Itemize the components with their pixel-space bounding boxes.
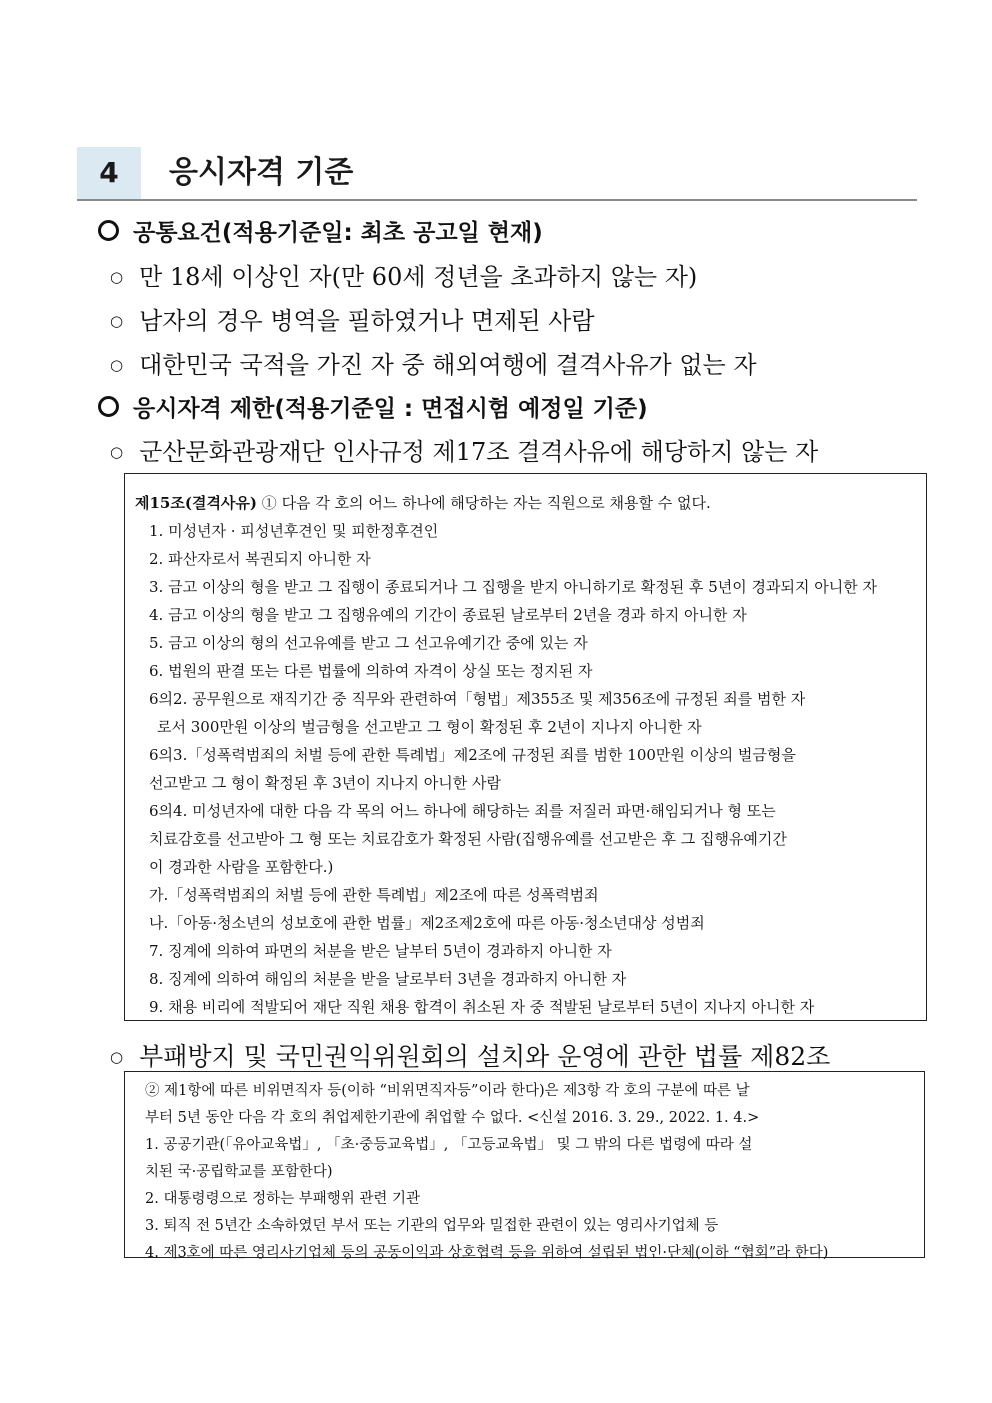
article-line: 1. 공공기관(「유아교육법」, 「초·중등교육법」, 「고등교육법」 및 그 밖의 다른 법령에 따라 설: [145, 1137, 753, 1153]
article-line: 선고받고 그 형이 확정된 후 3년이 지나지 아니한 사람: [149, 774, 501, 792]
article-line: 나.「아동·청소년의 성보호에 관한 법률」제2조제2호에 따른 아동·청소년대상 성범죄: [149, 914, 705, 932]
article-line: 부터 5년 동안 다음 각 호의 취업제한기관에 취업할 수 없다. <신설 2016. 3. 29., 2022. 1. 4.>: [145, 1110, 760, 1126]
article-line: 1. 미성년자 · 피성년후견인 및 피한정후견인: [149, 522, 439, 540]
circle-bullet-icon: [98, 220, 119, 241]
common-item-3: [110, 345, 757, 380]
article-line: 치료감호를 선고받아 그 형 또는 치료감호가 확정된 사람(집행유예를 선고받은 후 그 집행유예기간: [149, 830, 787, 848]
circle-bullet-icon: [98, 396, 119, 417]
article-line: [135, 489, 916, 517]
article-line: 이 경과한 사람을 포함한다.): [149, 858, 334, 876]
restriction-item: [110, 432, 818, 467]
restriction-heading: [98, 390, 648, 423]
small-circle-bullet-icon: ○: [110, 1048, 124, 1066]
small-circle-bullet-icon: ○: [110, 356, 124, 374]
article-line: 4. 제3호에 따른 영리사기업체 등의 공동이익과 상호협력 등을 위하여 설립된 법인·단체(이하 “협회”라 한다): [145, 1245, 829, 1261]
article-line: 7. 징계에 의하여 파면의 처분을 받은 날부터 5년이 경과하지 아니한 자: [149, 942, 612, 960]
article-line: 3. 퇴직 전 5년간 소속하였던 부서 또는 기관의 업무와 밀접한 관련이 있는 영리사기업체 등: [145, 1218, 719, 1234]
article-line: 2. 대통령령으로 정하는 부패행위 관련 기관: [145, 1191, 420, 1207]
common-heading-text: 공통요건(적용기준일: 최초 공고일 현재): [133, 220, 543, 246]
common-item-text: 남자의 경우 병역을 필하였거나 면제된 사람: [139, 307, 595, 335]
restriction-item-text: 군산문화관광재단 인사규정 제17조 결격사유에 해당하지 않는 자: [139, 438, 819, 466]
article-line: 가.「성폭력범죄의 처벌 등에 관한 특례법」제2조에 따른 성폭력범죄: [149, 886, 599, 904]
article-line: 6. 법원의 판결 또는 다른 법률에 의하여 자격이 상실 또는 정지된 자: [149, 662, 593, 680]
article-line: 9. 채용 비리에 적발되어 재단 직원 채용 합격이 취소된 자 중 적발된 날로부터 5년이 지나지 아니한 자: [149, 998, 815, 1016]
anticorruption-article-box: [124, 1071, 925, 1261]
common-item-text: 만 18세 이상인 자(만 60세 정년을 초과하지 않는 자): [139, 263, 698, 291]
article-line: ② 제1항에 따른 비위면직자 등(이하 “비위면직자등”이라 한다)은 제3항 각 호의 구분에 따른 날: [145, 1083, 750, 1099]
common-requirements-heading: [98, 214, 543, 247]
common-item-text: 대한민국 국적을 가진 자 중 해외여행에 결격사유가 없는 자: [139, 351, 757, 379]
section-title: 응시자격 기준: [169, 155, 354, 190]
article-line: 6의2. 공무원으로 재직기간 중 직무와 관련하여「형법」제355조 및 제356조에 규정된 죄를 범한 자: [149, 690, 806, 708]
article-line: 2. 파산자로서 복권되지 아니한 자: [149, 550, 371, 568]
article-line: 3. 금고 이상의 형을 받고 그 집행이 종료되거나 그 집행을 받지 아니하기로 확정된 후 5년이 경과되지 아니한 자: [149, 578, 877, 596]
article-line: 6의3.「성폭력범죄의 처벌 등에 관한 특례법」제2조에 규정된 죄를 범한 100만원 이상의 벌금형을: [149, 746, 796, 764]
disqualification-article-box: [124, 473, 927, 1021]
restriction-heading-text: 응시자격 제한(적용기준일 : 면접시험 예정일 기준): [133, 396, 648, 422]
anticorruption-item-text: 부패방지 및 국민권익위원회의 설치와 운영에 관한 법률 제82조: [139, 1042, 831, 1071]
article-text: ① 다음 각 호의 어느 하나에 해당하는 자는 직원으로 채용할 수 없다.: [261, 494, 711, 512]
small-circle-bullet-icon: ○: [110, 443, 124, 461]
article-line: 로서 300만원 이상의 벌금형을 선고받고 그 형이 확정된 후 2년이 지나지 아니한 자: [157, 718, 702, 736]
small-circle-bullet-icon: ○: [110, 312, 124, 330]
article-line: 8. 징계에 의하여 해임의 처분을 받을 날로부터 3년을 경과하지 아니한 자: [149, 970, 627, 988]
article-line: 6의4. 미성년자에 대한 다음 각 목의 어느 하나에 해당하는 죄를 저질러 파면·해임되거나 형 또는: [149, 802, 776, 820]
anticorruption-item: [110, 1037, 830, 1073]
article-line: 치된 국·공립학교를 포함한다): [145, 1164, 333, 1180]
common-item-2: [110, 301, 595, 336]
article-line: 5. 금고 이상의 형의 선고유예를 받고 그 선고유예기간 중에 있는 자: [149, 634, 588, 652]
small-circle-bullet-icon: ○: [110, 268, 124, 286]
section-header: [77, 147, 917, 201]
article-line: 4. 금고 이상의 형을 받고 그 집행유예의 기간이 종료된 날로부터 2년을 경과 하지 아니한 자: [149, 606, 747, 624]
common-item-1: [110, 257, 697, 292]
article-title: 제15조(결격사유): [135, 494, 258, 512]
section-number: 4: [77, 147, 141, 199]
